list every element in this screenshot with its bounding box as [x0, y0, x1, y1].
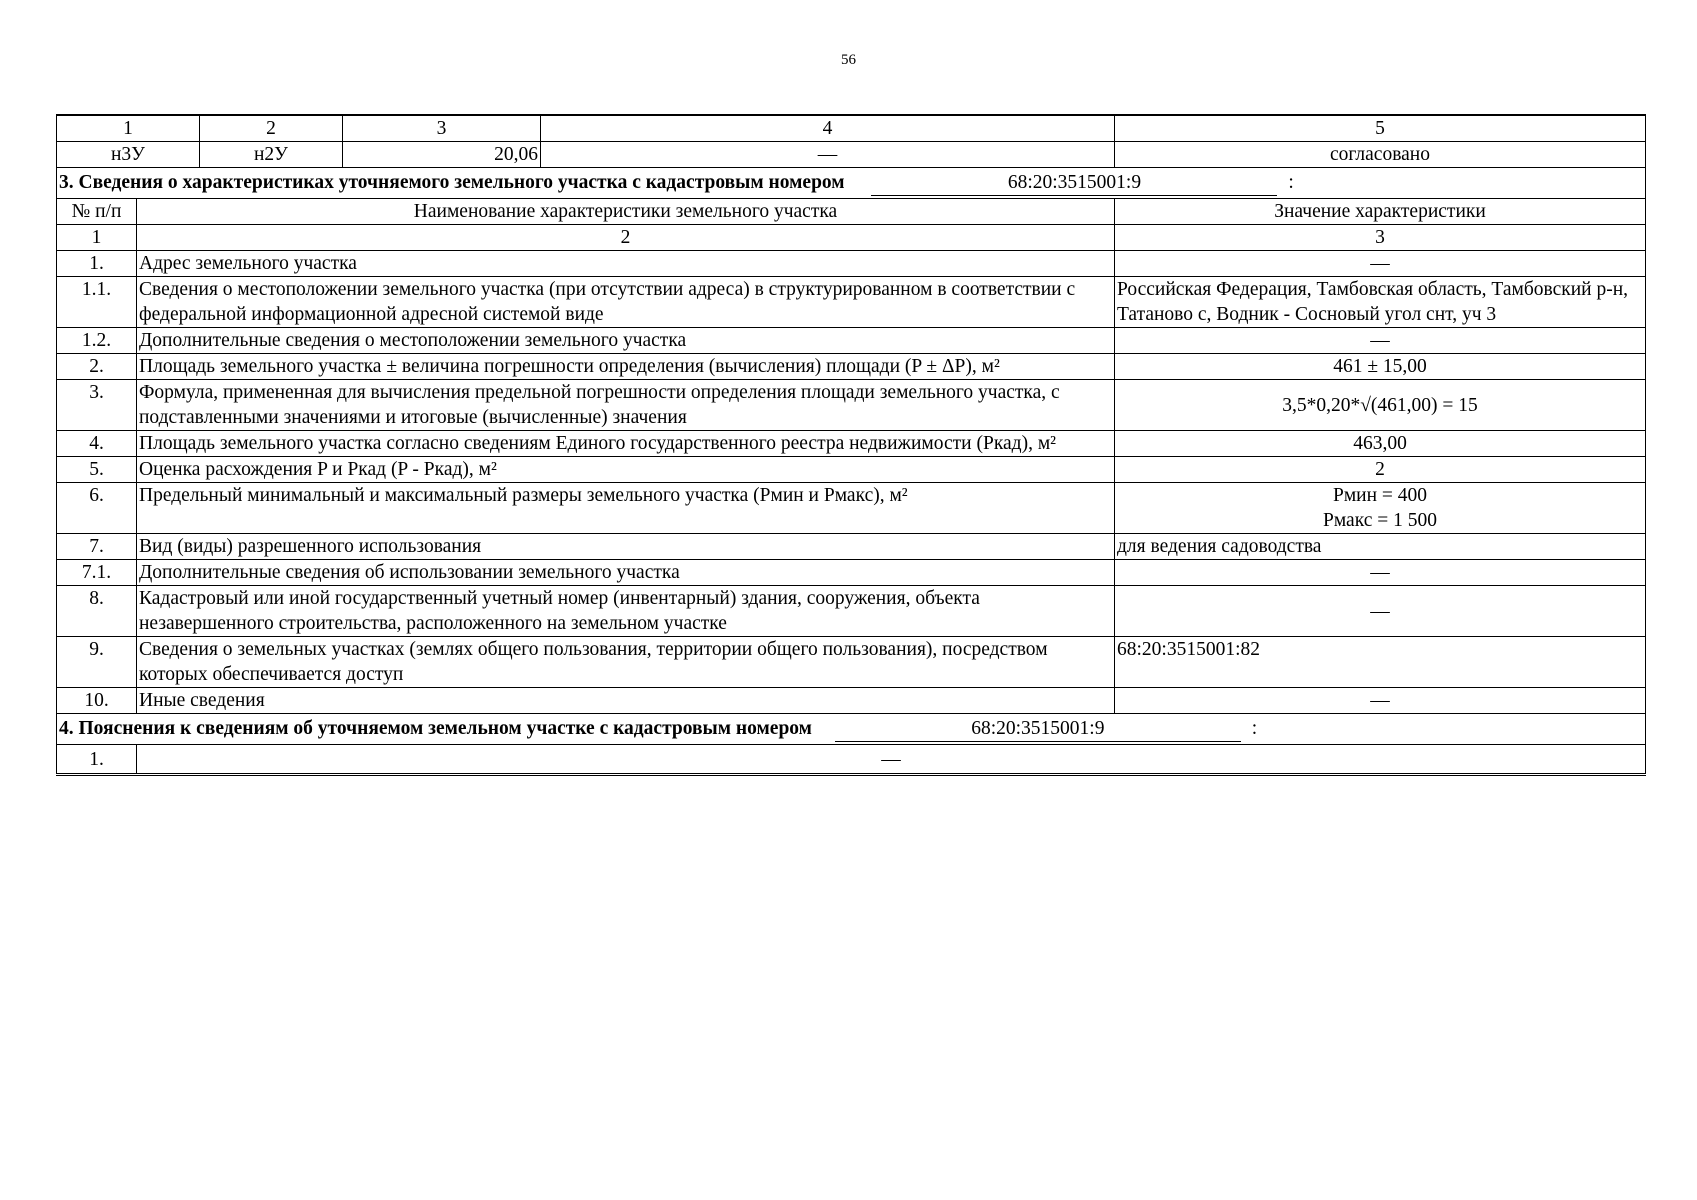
section3-header-numbers-row [57, 225, 1646, 251]
col-num-header: № п/п [57, 199, 137, 225]
row-name: Формула, примененная для вычисления предельной погрешности определения площади земельного участка, с подставленными значениями и итоговые (вычисленные) значения [137, 380, 1115, 431]
table-row [57, 457, 1646, 483]
section3-cadastral-number: 68:20:3515001:9 [871, 170, 1277, 196]
row-value: 463,00 [1115, 431, 1646, 457]
row-value: — [1115, 560, 1646, 586]
top-cell-status: согласовано [1115, 142, 1646, 168]
row-number: 1. [57, 251, 137, 277]
section3-heading-row [57, 168, 1646, 199]
section3-header-row [57, 199, 1646, 225]
row-name: Вид (виды) разрешенного использования [137, 534, 1115, 560]
top-cell-neighbor: н2У [200, 142, 343, 168]
land-plot-table [56, 114, 1646, 776]
col-name-index: 2 [137, 225, 1115, 251]
row-number: 10. [57, 688, 137, 714]
row-name: Площадь земельного участка согласно сведениям Единого государственного реестра недвижимости (Ркад), м² [137, 431, 1115, 457]
row-value: 461 ± 15,00 [1115, 354, 1646, 380]
table-row [57, 251, 1646, 277]
row-number: 7. [57, 534, 137, 560]
row-name: Кадастровый или иной государственный учетный номер (инвентарный) здания, сооружения, объекта незавершенного строительства, расположенного на земельном участке [137, 586, 1115, 637]
top-header-2: 2 [200, 115, 343, 142]
row-name: Сведения о земельных участках (землях общего пользования, территории общего пользования), посредством которых обеспечивается доступ [137, 637, 1115, 688]
section4-title: 4. Пояснения к сведениям об уточняемом земельном участке с кадастровым номером [59, 718, 812, 739]
row-number: 1.2. [57, 328, 137, 354]
table-row [57, 483, 1646, 534]
max-size-value: Рмакс = 1 500 [1323, 510, 1437, 531]
row-value [1115, 483, 1646, 534]
row-number: 1.1. [57, 277, 137, 328]
col-name-header: Наименование характеристики земельного участка [137, 199, 1115, 225]
section3-colon: : [1288, 172, 1294, 193]
row-value: 3,5*0,20*√(461,00) = 15 [1115, 380, 1646, 431]
top-table-row [57, 142, 1646, 168]
table-row [57, 380, 1646, 431]
min-size-value: Рмин = 400 [1332, 485, 1428, 506]
section3-title: 3. Сведения о характеристиках уточняемого земельного участка с кадастровым номером [59, 172, 845, 193]
section4-cadastral-number: 68:20:3515001:9 [835, 716, 1241, 742]
row-number: 5. [57, 457, 137, 483]
row-number: 9. [57, 637, 137, 688]
table-row [57, 688, 1646, 714]
table-row [57, 328, 1646, 354]
table-row [57, 586, 1646, 637]
row-name: Предельный минимальный и максимальный размеры земельного участка (Рмин и Рмакс), м² [137, 483, 1115, 534]
row-value: — [1115, 328, 1646, 354]
row-number: 3. [57, 380, 137, 431]
top-cell-point: н3У [57, 142, 200, 168]
table-row [57, 637, 1646, 688]
top-header-4: 4 [541, 115, 1115, 142]
section4-value: — [137, 745, 1646, 775]
top-cell-dash: — [541, 142, 1115, 168]
page-number: 56 [841, 52, 856, 68]
row-number: 1. [57, 745, 137, 775]
row-value: 2 [1115, 457, 1646, 483]
row-value: — [1115, 251, 1646, 277]
col-value-header: Значение характеристики [1115, 199, 1646, 225]
row-name: Дополнительные сведения о местоположении земельного участка [137, 328, 1115, 354]
section4-colon: : [1251, 718, 1258, 739]
row-value: Российская Федерация, Тамбовская область, Тамбовский р-н, Татаново с, Водник - Сосновый угол снт, уч 3 [1115, 277, 1646, 328]
table-row [57, 431, 1646, 457]
top-table-header-row [57, 115, 1646, 142]
row-name: Площадь земельного участка ± величина погрешности определения (вычисления) площади (P ± ΔP), м² [137, 354, 1115, 380]
section3-heading [57, 168, 1646, 199]
row-number: 4. [57, 431, 137, 457]
row-number: 6. [57, 483, 137, 534]
section4-heading [57, 714, 1646, 745]
row-value: — [1115, 688, 1646, 714]
col-num-index: 1 [57, 225, 137, 251]
row-value: 68:20:3515001:82 [1115, 637, 1646, 688]
table-row [57, 534, 1646, 560]
row-name: Оценка расхождения P и Ркад (P - Ркад), м² [137, 457, 1115, 483]
section4-row [57, 745, 1646, 775]
table-row [57, 560, 1646, 586]
row-number: 7.1. [57, 560, 137, 586]
col-value-index: 3 [1115, 225, 1646, 251]
row-value: — [1115, 586, 1646, 637]
top-header-5: 5 [1115, 115, 1646, 142]
row-name: Иные сведения [137, 688, 1115, 714]
row-name: Сведения о местоположении земельного участка (при отсутствии адреса) в структурированном в соответствии с федеральной информационной адресной системой виде [137, 277, 1115, 328]
row-name: Дополнительные сведения об использовании земельного участка [137, 560, 1115, 586]
table-row [57, 277, 1646, 328]
section4-heading-row [57, 714, 1646, 745]
row-number: 2. [57, 354, 137, 380]
top-header-3: 3 [343, 115, 541, 142]
table-row [57, 354, 1646, 380]
row-number: 8. [57, 586, 137, 637]
row-name: Адрес земельного участка [137, 251, 1115, 277]
top-header-1: 1 [57, 115, 200, 142]
top-cell-length: 20,06 [343, 142, 541, 168]
row-value: для ведения садоводства [1115, 534, 1646, 560]
